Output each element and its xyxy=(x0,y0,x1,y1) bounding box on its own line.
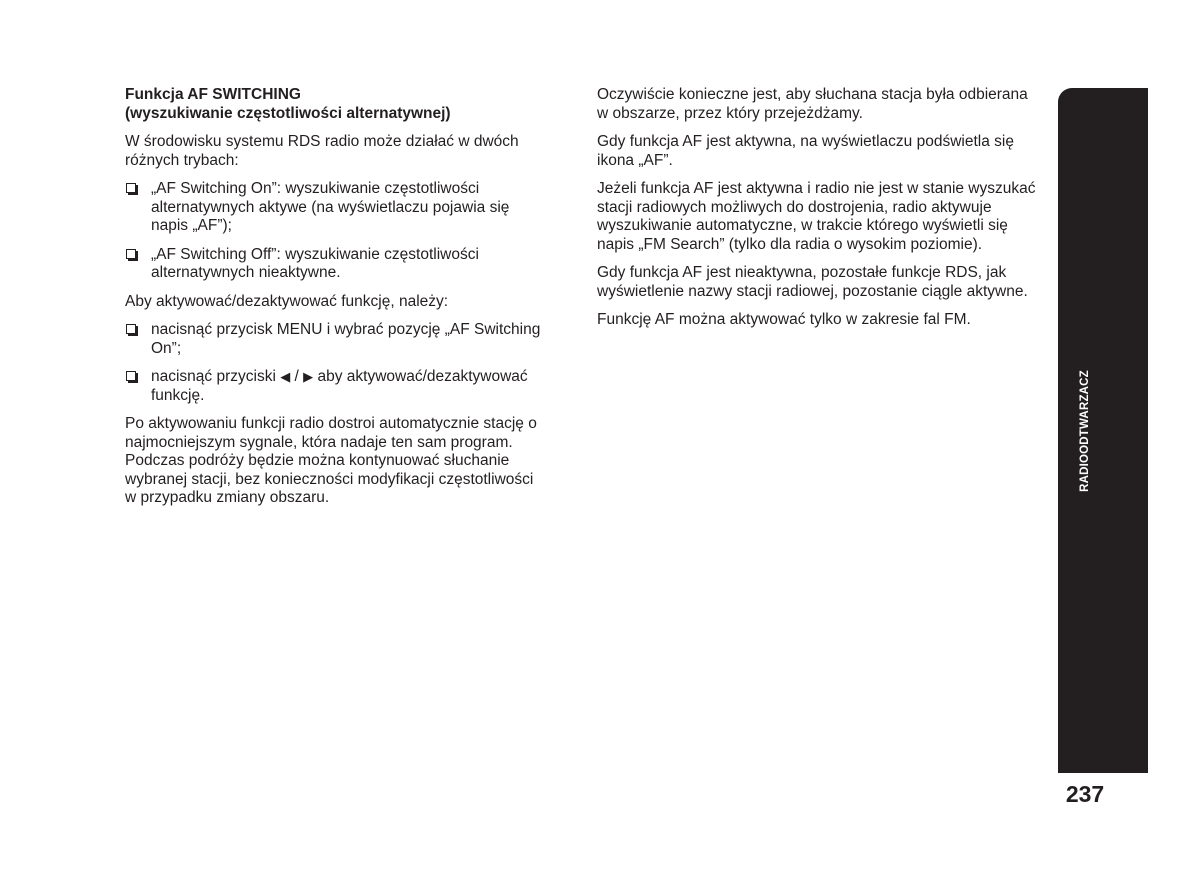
chapter-tab-label: RADIOODTWARZACZ xyxy=(1079,370,1091,492)
list-item xyxy=(125,368,545,405)
section-heading-subtitle: (wyszukiwanie częstotliwości alternatywnej) xyxy=(125,104,451,122)
right-arrow-icon: ▶ xyxy=(303,369,314,384)
paragraph-af-icon: Gdy funkcja AF jest aktywna, na wyświetlaczu podświetla się ikona „AF”. xyxy=(597,133,1014,169)
intro-paragraph: W środowisku systemu RDS radio może działać w dwóch różnych trybach: xyxy=(125,133,519,169)
steps-list xyxy=(125,321,545,405)
left-arrow-icon: ◀ xyxy=(280,369,291,384)
chapter-tab xyxy=(1058,88,1148,773)
mode-af-off-text: „AF Switching Off”: wyszukiwanie częstotliwości alternatywnych nieaktywne. xyxy=(151,245,479,281)
section-heading xyxy=(125,86,545,123)
left-column xyxy=(125,86,545,518)
step-arrows-prefix: nacisnąć przyciski xyxy=(151,368,276,385)
paragraph-fm-search: Jeżeli funkcja AF jest aktywna i radio nie jest w stanie wyszukać stacji radiowych możliwych do dostrojenia, radio aktywuje wyszukiwanie automatyczne, w trakcie którego wyświetli się napis „FM Search” (tylko dla radia o wysokim poziomie). xyxy=(597,180,1036,253)
checkbox-bullet-icon xyxy=(126,324,136,334)
after-activation-paragraph: Po aktywowaniu funkcji radio dostroi automatycznie stację o najmocniejszym sygnale, która nadaje ten sam program. Podczas podróży będzie można kontynuować słuchanie wybranej stacji, bez konieczności modyfikacji częstotliwości w przypadku zmiany obszaru. xyxy=(125,415,537,506)
arrow-separator: / xyxy=(294,368,299,385)
list-item xyxy=(125,321,545,358)
list-item xyxy=(125,180,545,236)
checkbox-bullet-icon xyxy=(126,371,136,381)
activate-intro-paragraph: Aby aktywować/dezaktywować funkcję, należy: xyxy=(125,292,449,310)
paragraph-fm-only: Funkcję AF można aktywować tylko w zakresie fal FM. xyxy=(597,311,971,328)
paragraph-af-inactive: Gdy funkcja AF jest nieaktywna, pozostałe funkcje RDS, jak wyświetlenie nazwy stacji radiowej, pozostanie ciągle aktywne. xyxy=(597,264,1028,300)
right-column xyxy=(597,86,1042,340)
modes-list xyxy=(125,180,545,283)
section-heading-title: Funkcja AF SWITCHING xyxy=(125,86,301,103)
step-menu-text: nacisnąć przycisk MENU i wybrać pozycję „AF Switching On”; xyxy=(151,321,541,357)
list-item xyxy=(125,246,545,283)
page-number: 237 xyxy=(1065,781,1105,807)
mode-af-on-text: „AF Switching On”: wyszukiwanie częstotliwości alternatywnych aktywe (na wyświetlaczu pojawia się napis „AF”); xyxy=(151,180,510,234)
step-arrows-suffix: aby aktywować/dezaktywować funkcję. xyxy=(151,368,528,404)
paragraph-reception: Oczywiście konieczne jest, aby słuchana stacja była odbierana w obszarze, przez który przejeżdżamy. xyxy=(597,86,1028,122)
checkbox-bullet-icon xyxy=(126,183,136,193)
checkbox-bullet-icon xyxy=(126,249,136,259)
